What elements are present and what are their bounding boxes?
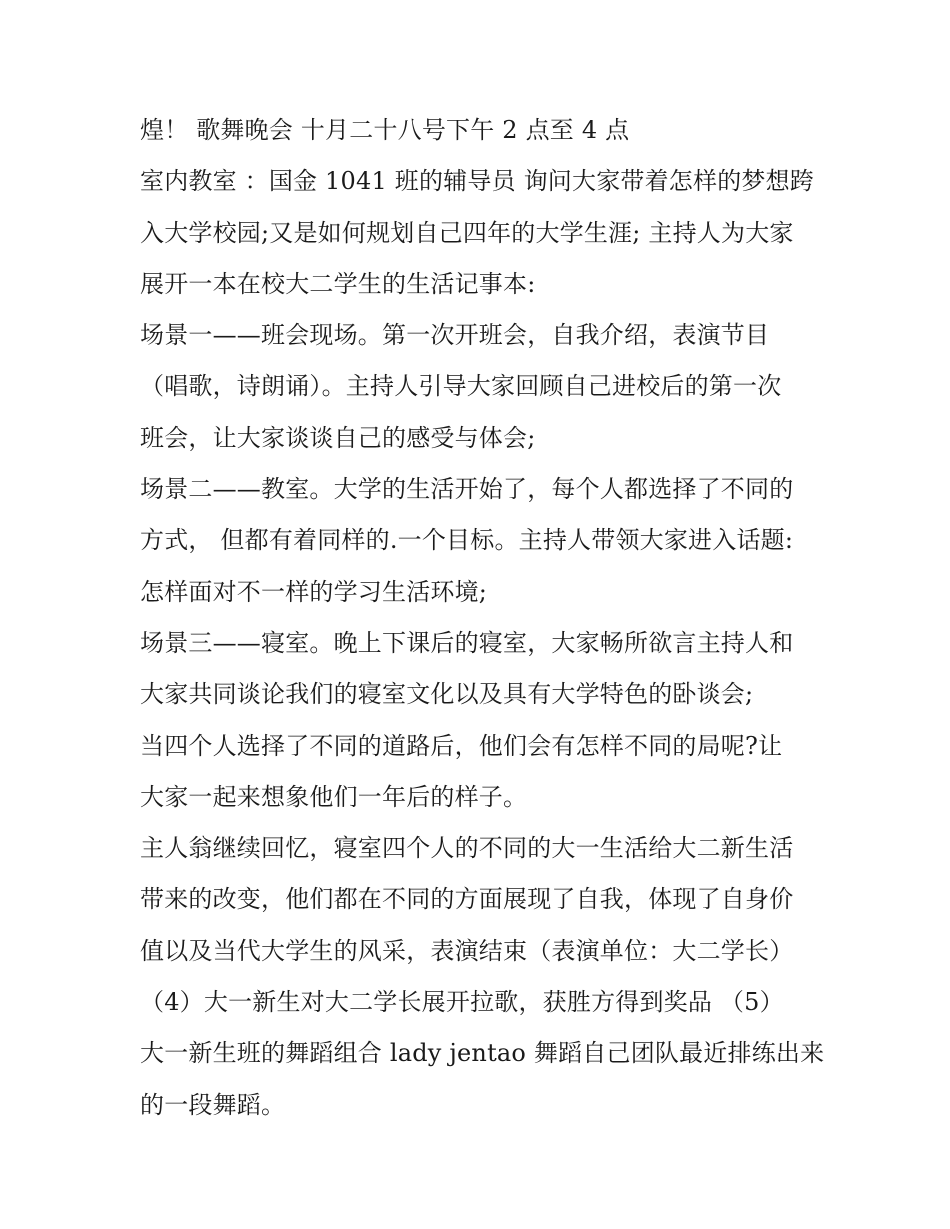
document-body xyxy=(140,108,830,1134)
text-line: 怎样面对不一样的学习生活环境; xyxy=(140,577,488,606)
text-line: 主人翁继续回忆，寝室四个人的不同的大一生活给大二新生活 xyxy=(140,834,794,863)
text-line: （唱歌，诗朗诵）。主持人引导大家回顾自己进校后的第一次 xyxy=(140,372,782,401)
text-line: 场景二——教室。大学的生活开始了，每个人都选择了不同的 xyxy=(140,475,794,504)
text-line: 当四个人选择了不同的道路后，他们会有怎样不同的局呢?让 xyxy=(140,731,783,760)
text-line: 带来的改变，他们都在不同的方面展现了自我，体现了自身价 xyxy=(140,885,794,914)
text-line: 方式， 但都有着同样的.一个目标。主持人带领大家进入话题: xyxy=(140,526,794,555)
text-line: 班会，让大家谈谈自己的感受与体会; xyxy=(140,423,536,452)
text-line: 的一段舞蹈。 xyxy=(140,1090,286,1119)
text-line: 入大学校园;又是如何规划自己四年的大学生涯; 主持人为大家 xyxy=(140,218,794,247)
text-line: 煌！ 歌舞晚会 十月二十八号下午 2 点至 4 点 xyxy=(140,116,630,144)
text-line: （4）大一新生对大二学长展开拉歌，获胜方得到奖品 （5） xyxy=(140,988,784,1017)
text-line: 场景三——寝室。晚上下课后的寝室，大家畅所欲言主持人和 xyxy=(140,628,794,657)
text-line: 值以及当代大学生的风采，表演结束（表演单位：大二学长） xyxy=(140,936,794,965)
text-line: 展开一本在校大二学生的生活记事本: xyxy=(140,269,536,298)
text-line: 大家共同谈论我们的寝室文化以及具有大学特色的卧谈会; xyxy=(140,680,754,709)
text-line: 大家一起来想象他们一年后的样子。 xyxy=(140,782,528,811)
text-line: 室内教室 ：国金 1041 班的辅导员 询问大家带着怎样的梦想跨 xyxy=(140,167,814,196)
text-line: 大一新生班的舞蹈组合 lady jentao 舞蹈自己团队最近排练出来 xyxy=(140,1039,825,1068)
text-line: 场景一——班会现场。第一次开班会，自我介绍，表演节目 xyxy=(140,321,770,350)
